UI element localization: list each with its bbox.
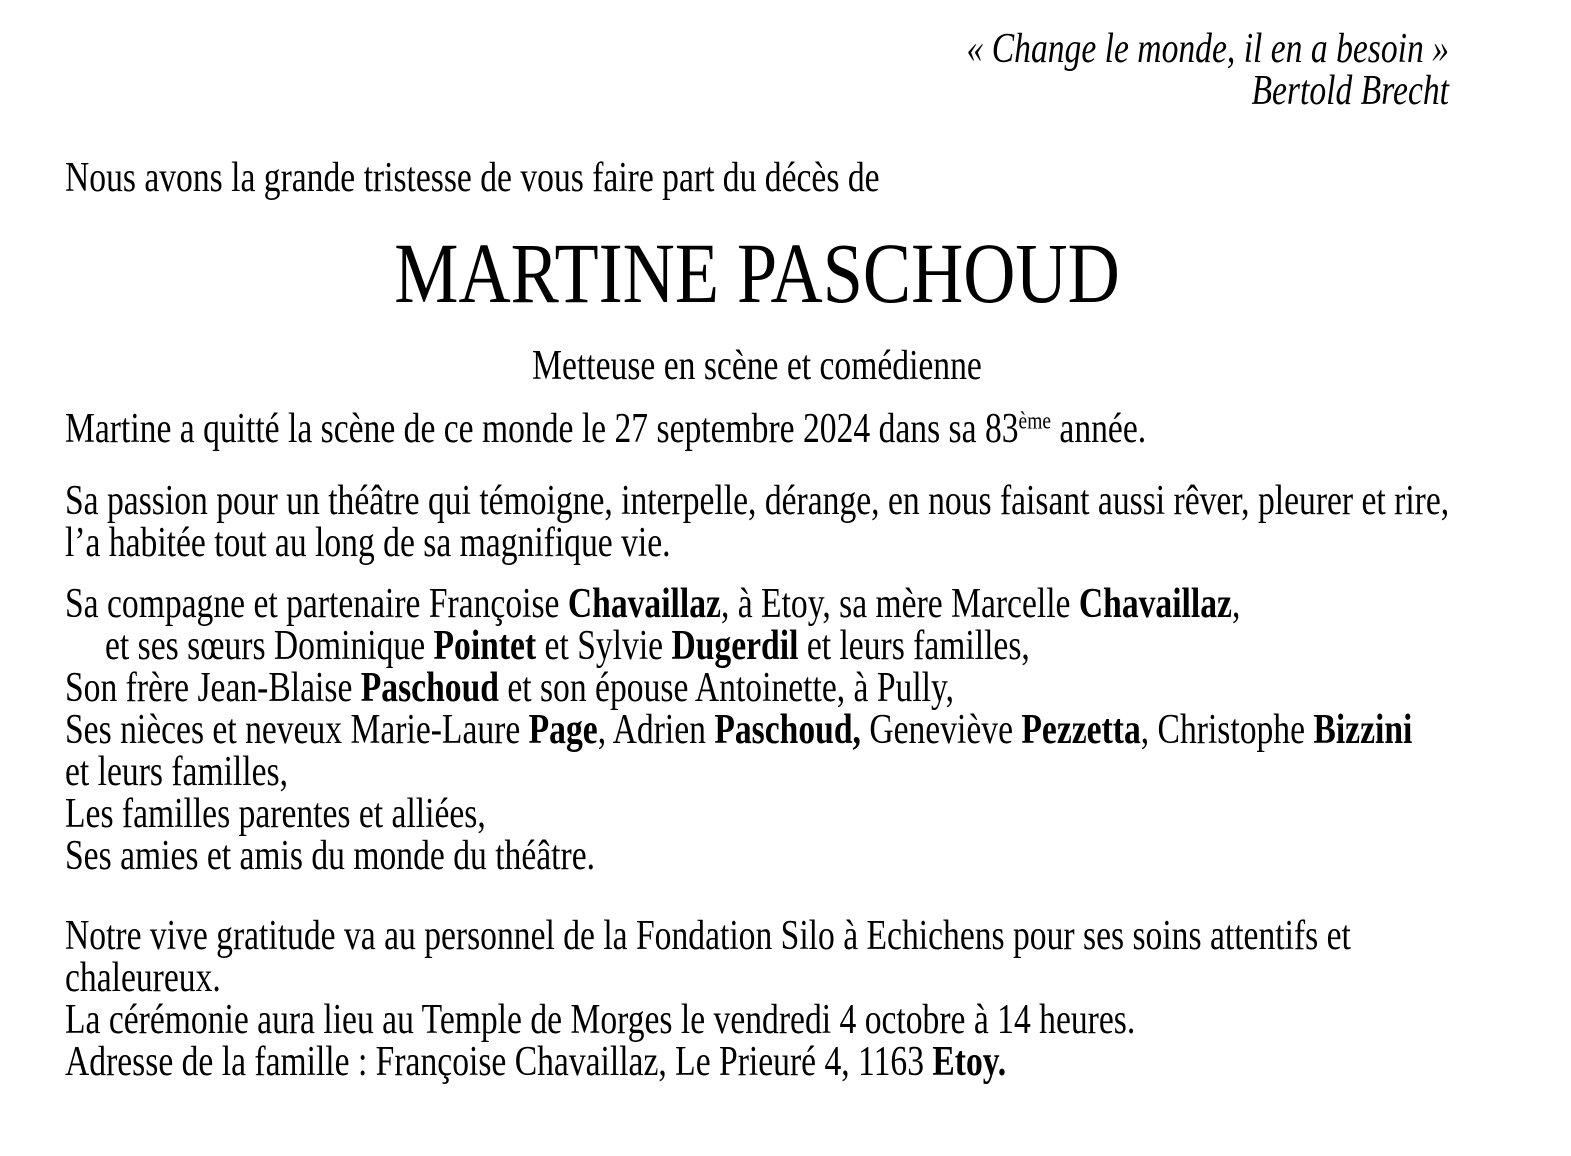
closing-line: Notre vive gratitude va au personnel de la Fondation Silo à Echichens pour ses soins attentifs et: [65, 913, 1351, 959]
family-line: Ses amies et amis du monde du théâtre.: [65, 833, 596, 879]
epigraph-attribution: Bertold Brecht: [1251, 68, 1449, 114]
closing-line: La cérémonie aura lieu au Temple de Morges le vendredi 4 octobre à 14 heures.: [65, 997, 1136, 1043]
family-line: Son frère Jean-Blaise Paschoud et son épouse Antoinette, à Pully,: [65, 665, 955, 711]
passion-line: l’a habitée tout au long de sa magnifique vie.: [65, 520, 671, 566]
family-line: et leurs familles,: [65, 749, 288, 795]
deceased-name-title: MARTINE PASCHOUD: [394, 225, 1120, 321]
death-announcement-line: Martine a quitté la scène de ce monde le 27 septembre 2024 dans sa 83ème année.: [65, 406, 1147, 452]
passion-line: Sa passion pour un théâtre qui témoigne, interpelle, dérange, en nous faisant aussi rêver, pleurer et rire,: [65, 478, 1450, 524]
intro-line: Nous avons la grande tristesse de vous faire part du décès de: [65, 155, 880, 201]
closing-line: Adresse de la famille : Françoise Chavaillaz, Le Prieuré 4, 1163 Etoy.: [65, 1039, 1007, 1085]
epigraph-quote: « Change le monde, il en a besoin »: [966, 26, 1449, 72]
family-line: et ses sœurs Dominique Pointet et Sylvie Dugerdil et leurs familles,: [105, 623, 1030, 669]
epigraph: [65, 28, 1449, 112]
family-list: [65, 583, 1449, 877]
family-line: Les familles parentes et alliées,: [65, 791, 486, 837]
passion-paragraph: [65, 480, 1449, 564]
family-line: Sa compagne et partenaire Françoise Chavaillaz, à Etoy, sa mère Marcelle Chavaillaz,: [65, 581, 1241, 627]
closing-line: chaleureux.: [65, 955, 221, 1001]
closing-paragraph: [65, 915, 1449, 1083]
family-line: Ses nièces et neveux Marie-Laure Page, Adrien Paschoud, Geneviève Pezzetta, Christophe Bizzini: [65, 707, 1413, 753]
deceased-profession-subtitle: Metteuse en scène et comédienne: [532, 343, 982, 389]
